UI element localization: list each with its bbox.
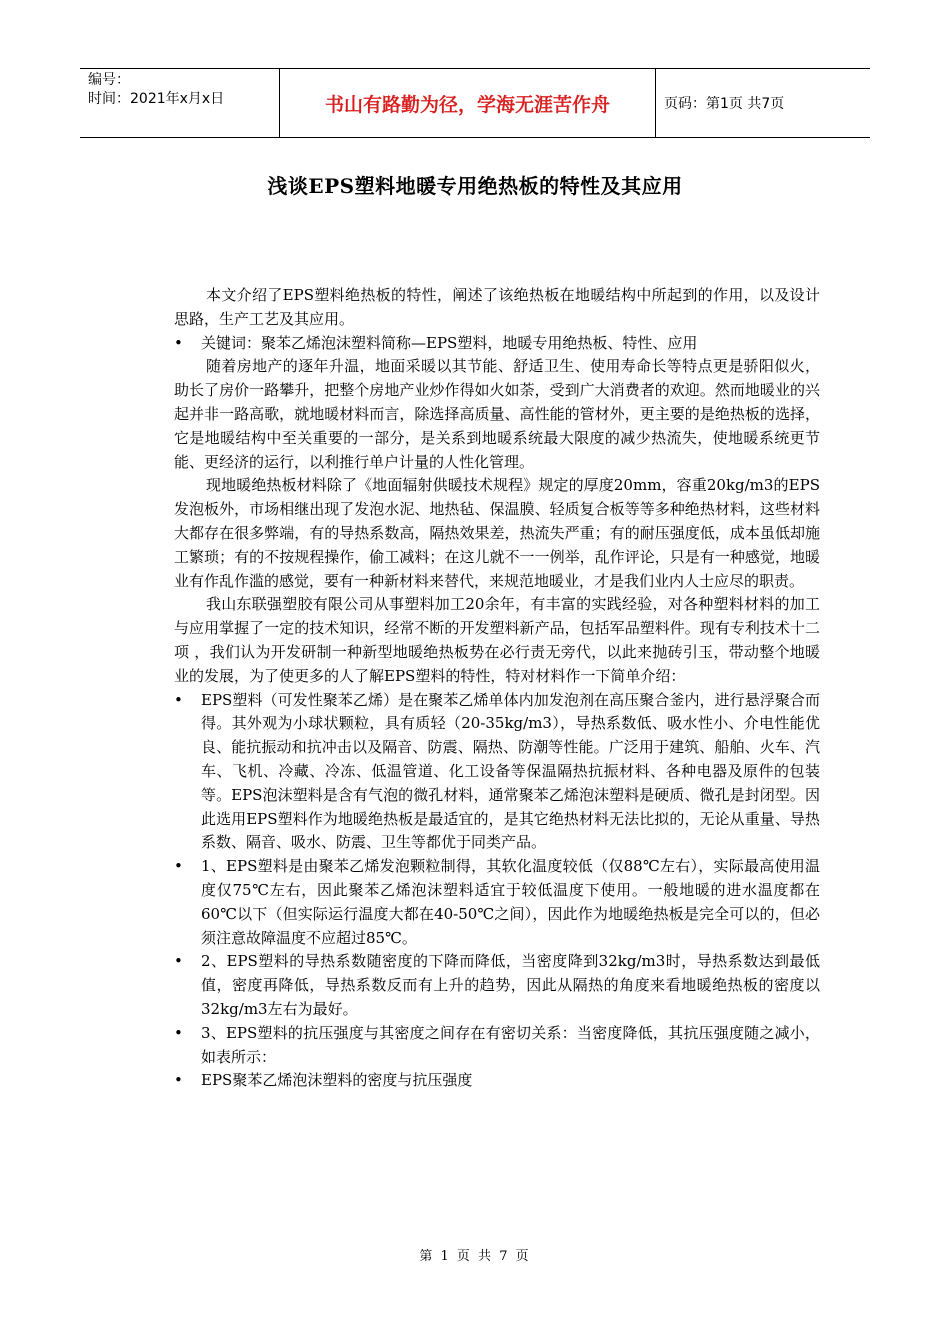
bullet-icon: •: [174, 952, 183, 971]
document-body: [174, 284, 820, 1093]
page-header: [80, 68, 870, 138]
bullet-icon: •: [174, 1071, 183, 1090]
bullet-icon: •: [174, 857, 183, 876]
eps-description-item: [174, 689, 820, 856]
eps-description-text: EPS塑料（可发性聚苯乙烯）是在聚苯乙烯单体内加发泡剂在高压聚合釜内，进行悬浮聚合而得。其外观为小球状颗粒，具有质轻（20-35kg/m3），导热系数低、吸水性小、介电性能优良、能抗振动和抗冲击以及隔音、防震、隔热、防潮等性能。广泛用于建筑、船舶、火车、汽车、飞机、冷藏、冷冻、低温管道、化工设备等保温隔热抗振材料、各种电器及原件的包装等。EPS泡沫塑料是含有气泡的微孔材料，通常聚苯乙烯泡沫塑料是硬质、微孔是封闭型。因此选用EPS塑料作为地暖绝热板是最适宜的，是其它绝热材料无法比拟的，无论从重量、导热系数、隔音、吸水、防震、卫生等都优于同类产品。: [201, 690, 820, 852]
point-2-text: 2、EPS塑料的导热系数随密度的下降而降低，当密度降到32kg/m3时，导热系数达到最低值，密度再降低，导热系数反而有上升的趋势，因此从隔热的角度来看地暖绝热板的密度以32kg/m3左右为最好。: [201, 952, 820, 1018]
abstract-paragraph: 本文介绍了EPS塑料绝热板的特性，阐述了该绝热板在地暖结构中所起到的作用，以及设计思路，生产工艺及其应用。: [174, 286, 820, 328]
header-meta: [88, 71, 278, 109]
document-title: 浅谈EPS塑料地暖专用绝热板的特性及其应用: [267, 174, 683, 198]
header-motto: 书山有路勤为径，学海无涯苦作舟: [324, 93, 610, 116]
page-footer: 第 1 页 共 7 页: [419, 1249, 531, 1264]
company-paragraph: 我山东联强塑胶有限公司从事塑料加工20余年，有丰富的实践经验，对各种塑料材料的加工与应用掌握了一定的技术知识，经常不断的开发塑料新产品，包括军品塑料件。现有专利技术十二项 ，我们认为开发研制一种新型地暖绝热板势在必行责无旁代，以此来抛砖引玉，带动整个地暖业的发展，为了使更多的人了解EPS塑料的特性，特对材料作一下简单介绍：: [174, 595, 820, 685]
table-caption-item: [174, 1069, 820, 1093]
point-3-item: [174, 1022, 820, 1070]
point-2-item: [174, 950, 820, 1021]
point-1-text: 1、EPS塑料是由聚苯乙烯发泡颗粒制得，其软化温度较低（仅88℃左右），实际最高使用温度仅75℃左右，因此聚苯乙烯泡沫塑料适宜于较低温度下使用。一般地暖的进水温度都在60℃以下（但实际运行温度大都在40-50℃之间），因此作为地暖绝热板是完全可以的，但必须注意故障温度不应超过85℃。: [201, 857, 820, 947]
header-number-label: 编号：: [88, 72, 130, 88]
header-page-label: 页码：第1页 共7页: [664, 96, 785, 112]
point-1-item: [174, 855, 820, 950]
keywords-text: 关键词：聚苯乙烯泡沫塑料简称—EPS塑料，地暖专用绝热板、特性、应用: [201, 333, 698, 352]
bullet-icon: •: [174, 690, 183, 709]
bullet-icon: •: [174, 333, 183, 352]
keywords-item: [174, 332, 820, 356]
current-materials-paragraph: 现地暖绝热板材料除了《地面辐射供暖技术规程》规定的厚度20mm，容重20kg/m3的EPS发泡板外，市场相继出现了发泡水泥、地热毡、保温膜、轻质复合板等等多种绝热材料，这些材料大都存在很多弊端，有的导热系数高，隔热效果差，热流失严重；有的耐压强度低，成本虽低却施工繁琐；有的不按规程操作，偷工减料；在这儿就不一一例举，乱作评论，只是有一种感觉，地暖业有作乱作滥的感觉，要有一种新材料来替代，来规范地暖业，才是我们业内人士应尽的职责。: [174, 476, 820, 590]
bullet-icon: •: [174, 1023, 183, 1042]
header-time-label: 时间：2021年x月x日: [88, 91, 225, 107]
point-3-text: 3、EPS塑料的抗压强度与其密度之间存在有密切关系：当密度降低，其抗压强度随之减小，如表所示：: [201, 1023, 820, 1066]
intro-paragraph: 随着房地产的逐年升温，地面采暖以其节能、舒适卫生、使用寿命长等特点更是骄阳似火，助长了房价一路攀升，把整个房地产业炒作得如火如荼，受到广大消费者的欢迎。然而地暖业的兴起并非一路高歌，就地暖材料而言，除选择高质量、高性能的管材外，更主要的是绝热板的选择，它是地暖结构中至关重要的一部分，是关系到地暖系统最大限度的减少热流失，使地暖系统更节能、更经济的运行，以利推行单户计量的人性化管理。: [174, 357, 820, 471]
table-caption-text: EPS聚苯乙烯泡沫塑料的密度与抗压强度: [201, 1071, 473, 1090]
